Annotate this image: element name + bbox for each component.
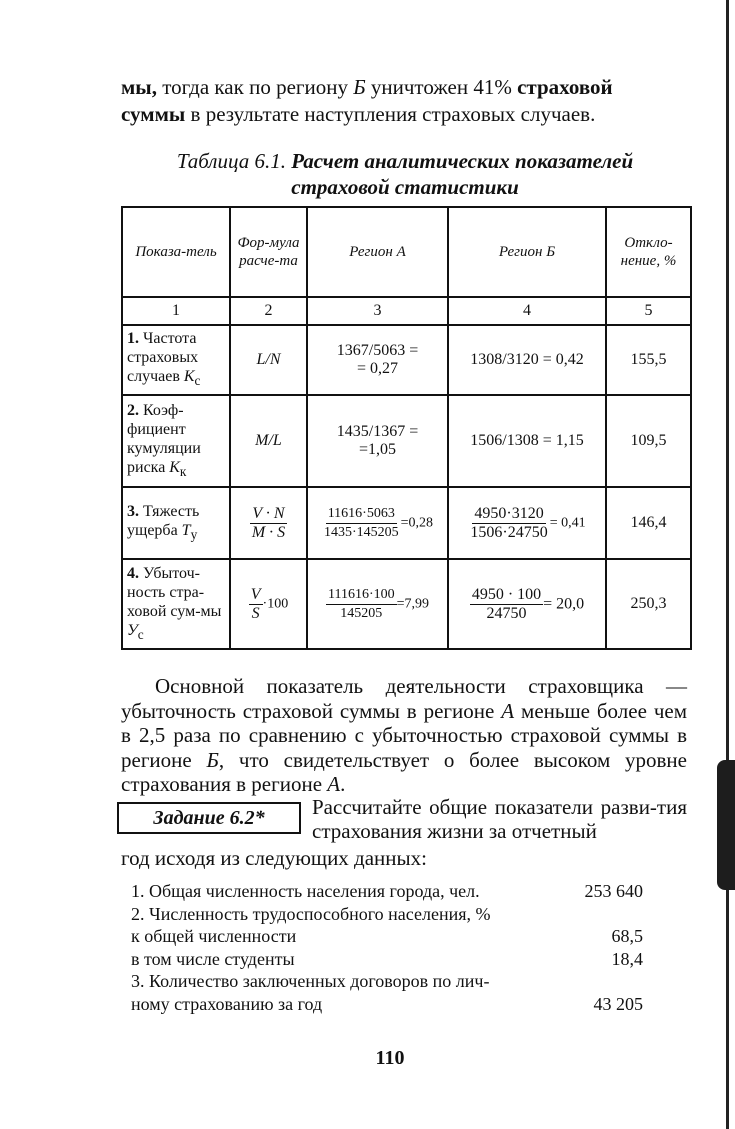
col-number: 2	[230, 297, 307, 325]
table-row	[122, 559, 691, 649]
list-item: к общей численности 68,5	[131, 926, 643, 946]
deviation-cell: 146,4	[606, 487, 691, 559]
table-title: Расчет аналитических показателей страховой статистики	[291, 149, 634, 199]
indicator-cell: 3. Тяжесть ущерба $Т_у$	[122, 487, 230, 559]
indicator-cell: 4. Убыточ-ность стра-ховой сум-мы $У_с$	[122, 559, 230, 649]
col-number: 4	[448, 297, 606, 325]
formula-fraction: $\frac{V}{S}$	[250, 585, 261, 622]
table-row	[122, 487, 691, 559]
table-number: Таблица 6.1.	[176, 149, 286, 173]
table-header-row	[122, 207, 691, 297]
scan-edge-smudge	[717, 760, 735, 890]
formula-cell: $\frac{V}{S}$ ·100	[230, 559, 307, 649]
region-b-cell: $\frac{4950\cdot 3120}{1506\cdot 24750}$ = 0,41	[448, 487, 606, 559]
task-text: Рассчитайте общие показатели разви-тия страхования жизни за отчетный	[312, 795, 687, 843]
header-indicator: Показа-тель	[122, 207, 230, 297]
task-label-box: Задание 6.2*	[117, 802, 301, 834]
col-number: 3	[307, 297, 448, 325]
table-number-row	[122, 297, 691, 325]
region-b-cell: 1506/1308 = 1,15	[448, 395, 606, 487]
deviation-cell: 250,3	[606, 559, 691, 649]
task-data-list	[131, 880, 643, 1015]
task-text-continued: год исходя из следующих данных:	[121, 846, 427, 870]
region-b-cell: 1308/3120 = 0,42	[448, 325, 606, 395]
list-item: ному страхованию за год 43 205	[131, 993, 643, 1014]
deviation-cell: 155,5	[606, 325, 691, 395]
region-a-cell: 1367/5063 = = 0,27	[307, 325, 448, 395]
header-region-b: Регион Б	[448, 207, 606, 297]
formula-cell: L/N	[230, 325, 307, 395]
header-deviation: Откло-нение, %	[606, 207, 691, 297]
region-a-cell: $\frac{11616\cdot 5063}{1435\cdot 145205}$ =0,28	[307, 487, 448, 559]
insurance-statistics-table	[121, 206, 692, 650]
region-a-cell: $\frac{111616\cdot 100}{145205}$ =7,99	[307, 559, 448, 649]
conclusion-paragraph: Основной показатель деятельности страховщика — убыточность страховой суммы в регионе А меньше более чем в 2,5 раза по сравнению с убыточностью страховой суммы в регионе Б, что свидетельствует о более высоком уровне страхования в регионе А.	[121, 674, 687, 796]
page-number: 110	[375, 1047, 405, 1069]
table-row	[122, 325, 691, 395]
intro-text: мы, тогда как по региону Б уничтожен 41% страховой суммы в результате наступления страховых случаев.	[121, 75, 613, 126]
list-item: в том числе студенты 18,4	[131, 948, 643, 969]
deviation-cell: 109,5	[606, 395, 691, 487]
indicator-cell: 2. Коэф-фициент кумуляции риска $К_к$	[122, 395, 230, 487]
list-item: 3. Количество заключенных договоров по лич-	[131, 971, 490, 991]
indicator-cell: 1. Частота страховых случаев $К_с$	[122, 325, 230, 395]
header-region-a: Регион А	[307, 207, 448, 297]
col-number: 1	[122, 297, 230, 325]
region-a-cell: 1435/1367 = =1,05	[307, 395, 448, 487]
region-b-cell: $\frac{4950 \cdot 100}{24750}$ = 20,0	[448, 559, 606, 649]
header-formula: Фор-мула расче-та	[230, 207, 307, 297]
table-row	[122, 395, 691, 487]
formula-fraction: $\frac{V \cdot N}{M \cdot S}$	[251, 504, 286, 541]
col-number: 5	[606, 297, 691, 325]
formula-cell	[230, 487, 307, 559]
list-item: 1. Общая численность населения города, чел. 253 640	[131, 881, 643, 901]
list-item: 2. Численность трудоспособного населения, %	[131, 903, 491, 924]
table-caption	[170, 148, 640, 200]
formula-cell: M/L	[230, 395, 307, 487]
scan-edge-line	[726, 0, 729, 1129]
